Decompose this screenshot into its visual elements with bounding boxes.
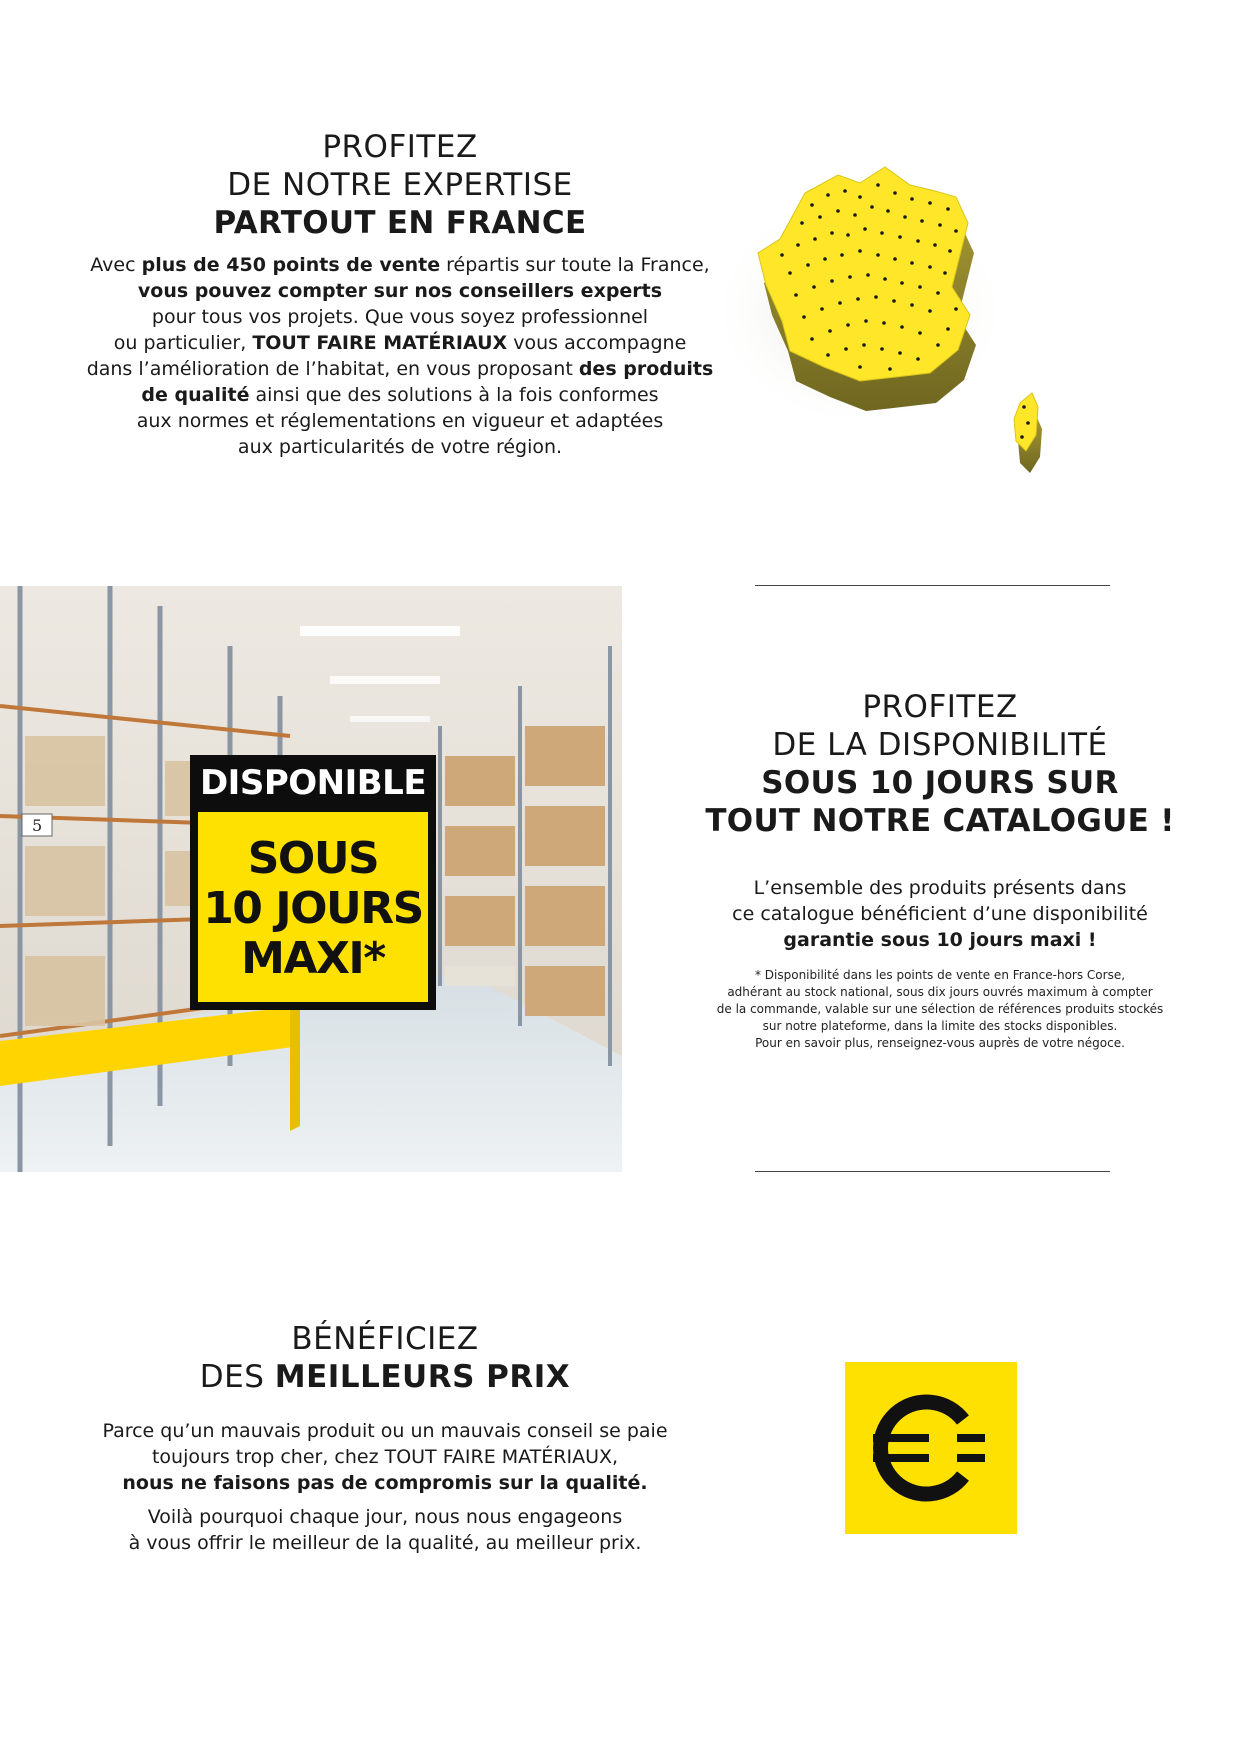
badge-yellow-box [198,812,428,1002]
paragraph-line-bold: nous ne faisons pas de compromis sur la qualité. [122,1472,648,1494]
paragraph-bold-part: de qualité [141,384,250,406]
paragraph-line: à vous offrir le meilleur de la qualité, au meilleur prix. [128,1532,642,1554]
paragraph-line: toujours trop cher, chez TOUT FAIRE MATÉRIAUX, [151,1446,619,1468]
paragraph-part: dans l’amélioration de l’habitat, en vous proposant [86,358,579,380]
section-availability-title [690,688,1190,840]
title-bold-part: MEILLEURS PRIX [274,1359,571,1395]
paragraph-line [70,252,730,278]
paragraph-line: L’ensemble des produits présents dans [753,877,1127,899]
title-line: DE LA DISPONIBILITÉ [772,727,1108,763]
title-line: DE NOTRE EXPERTISE [227,167,573,203]
footnote-line: de la commande, valable sur une sélection de références produits stockés [716,1002,1164,1016]
footnote-line: Pour en savoir plus, renseignez-vous auprès de votre négoce. [755,1036,1125,1050]
expertise-paragraph [70,252,730,460]
paragraph-line [70,304,730,330]
section-expertise [70,128,730,460]
paragraph-part: aux particularités de votre région. [237,436,563,458]
best-prices-paragraph [90,1418,680,1496]
paragraph-line: Parce qu’un mauvais produit ou un mauvais conseil se paie [102,1420,668,1442]
footnote-line: * Disponibilité dans les points de vente en France-hors Corse, [754,968,1126,982]
paragraph-part: vous accompagne [507,332,687,354]
availability-paragraph [690,875,1190,953]
footnote-line: sur notre plateforme, dans la limite des stocks disponibles. [762,1019,1118,1033]
paragraph-bold-part: des produits [578,358,714,380]
paragraph-line [70,330,730,356]
title-line: PROFITEZ [862,689,1018,725]
divider-top [755,585,1110,586]
paragraph-bold-part: TOUT FAIRE MATÉRIAUX [252,332,508,354]
euro-icon [845,1362,1017,1534]
availability-footnote [690,967,1190,1052]
title-light-part: DES [199,1359,275,1395]
paragraph-part: répartis sur toute la France, [440,254,710,276]
badge-line: MAXI* [241,933,385,984]
paragraph-line: Voilà pourquoi chaque jour, nous nous engageons [147,1506,623,1528]
france-map-icon [720,145,1100,490]
title-line-bold: PARTOUT EN FRANCE [213,205,587,241]
paragraph-line [70,408,730,434]
paragraph-part: ou particulier, [113,332,253,354]
paragraph-line [70,278,730,304]
footnote-line: adhérant au stock national, sous dix jours ouvrés maximum à compter [727,985,1153,999]
badge-title: DISPONIBLE [199,763,427,803]
badge-line: 10 JOURS [203,883,423,934]
paragraph-part: aux normes et réglementations en vigueur et adaptées [136,410,664,432]
paragraph-part: Avec [90,254,142,276]
title-line: BÉNÉFICIEZ [291,1321,479,1357]
divider-bottom [755,1171,1110,1172]
paragraph-bold-part: vous pouvez compter sur nos conseillers experts [137,280,663,302]
paragraph-line [70,356,730,382]
badge-line: SOUS [247,833,379,884]
paragraph-part: ainsi que des solutions à la fois conformes [249,384,659,406]
paragraph-line-bold: garantie sous 10 jours maxi ! [783,929,1097,951]
availability-badge [190,755,436,1010]
paragraph-line: ce catalogue bénéficient d’une disponibilité [732,903,1148,925]
shelf-number: 5 [32,816,43,835]
title-line [90,1358,680,1396]
paragraph-bold-part: plus de 450 points de vente [141,254,441,276]
paragraph-line [70,382,730,408]
title-line: PROFITEZ [322,129,478,165]
title-line-bold: SOUS 10 JOURS SUR [761,765,1119,801]
paragraph-part: pour tous vos projets. Que vous soyez professionnel [151,306,649,328]
best-prices-paragraph-2 [90,1504,680,1556]
section-best-prices-title [90,1320,680,1396]
paragraph-line [70,434,730,460]
title-line-bold: TOUT NOTRE CATALOGUE ! [705,803,1175,839]
